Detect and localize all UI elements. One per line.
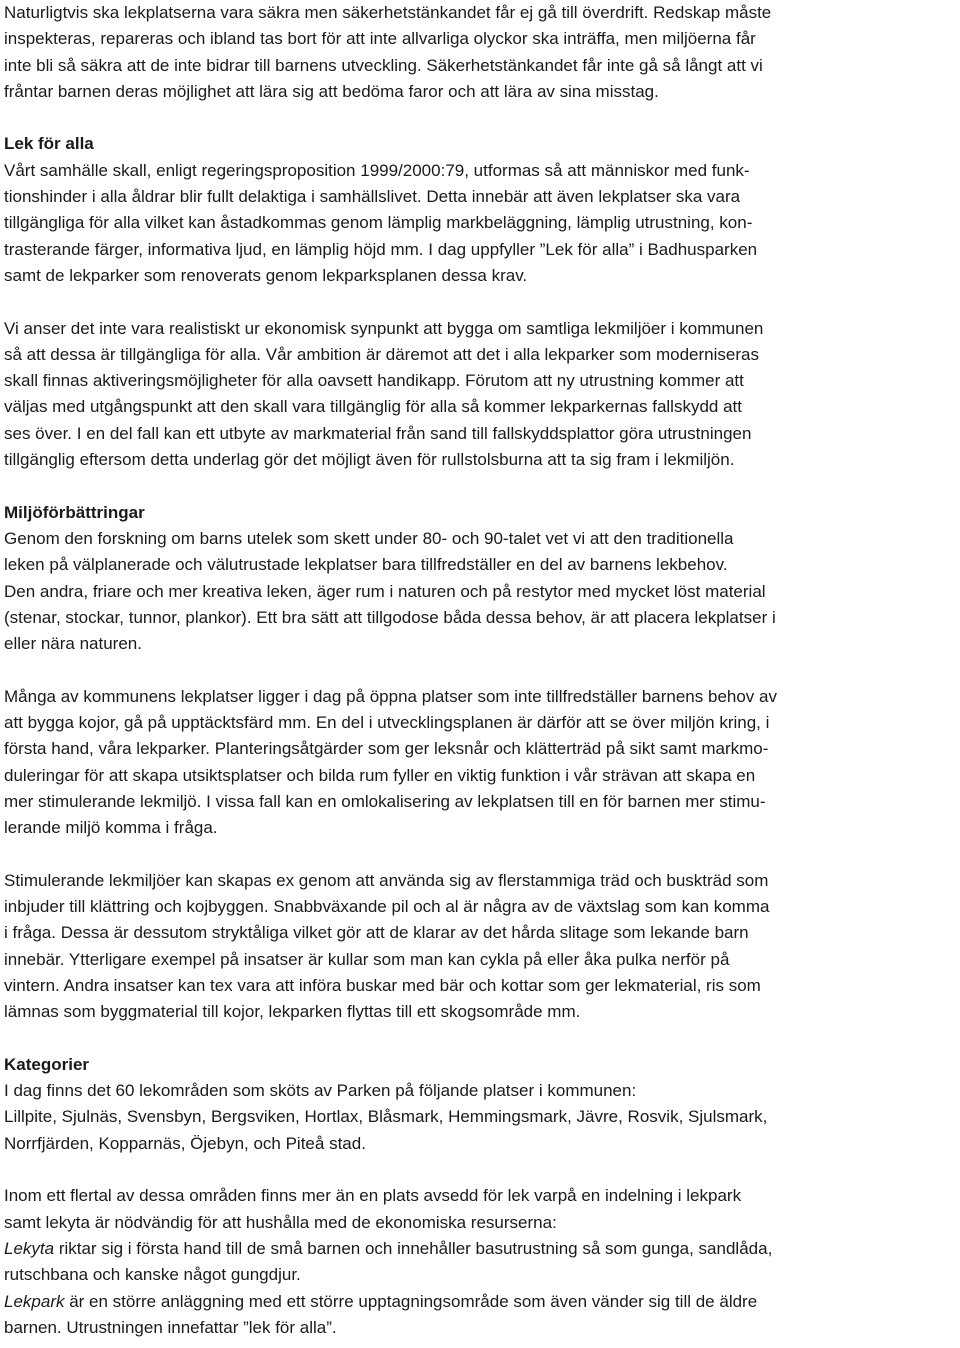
text-line: tillgängliga för alla vilket kan åstadkommas genom lämplig markbeläggning, lämplig utrustning, kon- <box>4 213 753 233</box>
kategorier-section <box>4 1052 956 1157</box>
text-line: rutschbana och kanske något gungdjur. <box>4 1265 301 1285</box>
miljoforbattringar-section <box>4 500 956 658</box>
text-line: inbjuder till klättring och kojbyggen. Snabbväxande pil och al är några av de växtslag som kan komma <box>4 897 770 917</box>
lekpark-text: är en större anläggning med ett större upptagningsområde som även vänder sig till de äldre <box>64 1291 758 1311</box>
text-line: lämnas som byggmaterial till kojor, lekparken flyttas till ett skogsområde mm. <box>4 1002 581 1022</box>
lekpark-definition <box>4 1289 956 1315</box>
text-line: ses över. I en del fall kan ett utbyte av markmaterial från sand till fallskyddsplattor göra utrustningen <box>4 423 752 443</box>
text-line: Genom den forskning om barns utelek som skett under 80- och 90-talet vet vi att den traditionella <box>4 528 734 548</box>
text-line: i fråga. Dessa är dessutom stryktåliga vilket gör att de klarar av det hårda slitage som lekande barn <box>4 923 749 943</box>
text-line: Stimulerande lekmiljöer kan skapas ex genom att använda sig av flerstammiga träd och buskträd som <box>4 870 769 890</box>
text-line: inte bli så säkra att de inte bidrar till barnens utveckling. Säkerhetstänkandet får inte gå så långt att vi <box>4 55 763 75</box>
section-heading-kategorier: Kategorier <box>4 1054 90 1074</box>
text-line: duleringar för att skapa utsiktsplatser och bilda rum fyller en viktig funktion i vår strävan att skapa en <box>4 765 756 785</box>
miljoforbattringar-paragraph-2 <box>4 684 956 842</box>
text-line: Många av kommunens lekplatser ligger i dag på öppna platser som inte tillfredställer barnens behov av <box>4 686 777 706</box>
text-line: mer stimulerande lekmiljö. I vissa fall kan en omlokalisering av lekplatsen till en för barnen mer stimu- <box>4 791 766 811</box>
text-line: att bygga kojor, gå på upptäcktsfärd mm. En del i utvecklingsplanen är därför att se över miljön kring, i <box>4 713 770 733</box>
text-line: Vi anser det inte vara realistiskt ur ekonomisk synpunkt att bygga om samtliga lekmiljöer i kommunen <box>4 318 764 338</box>
text-line: Vårt samhälle skall, enligt regeringsproposition 1999/2000:79, utformas så att människor med funk- <box>4 160 750 180</box>
text-line: Inom ett flertal av dessa områden finns mer än en plats avsedd för lek varpå en indelning i lekpark <box>4 1186 742 1206</box>
intro-paragraph <box>4 0 956 105</box>
text-line: vintern. Andra insatser kan tex vara att införa buskar med bär och kottar som ger lekmaterial, ris som <box>4 975 761 995</box>
text-line: inspekteras, repareras och ibland tas bort för att inte allvarliga olyckor ska inträffa, men miljöerna får <box>4 29 756 49</box>
document-page <box>4 0 956 1341</box>
text-line: leken på välplanerade och välutrustade lekplatser bara tillfredställer en del av barnens lekbehov. <box>4 555 728 575</box>
text-line: skall finnas aktiveringsmöjligheter för alla oavsett handikapp. Förutom att ny utrustning kommer att <box>4 371 744 391</box>
text-line: I dag finns det 60 lekområden som sköts av Parken på följande platser i kommunen: <box>4 1081 637 1101</box>
lek-for-alla-paragraph-2 <box>4 316 956 474</box>
lekpark-term: Lekpark <box>4 1291 65 1311</box>
text-line: innebär. Ytterligare exempel på insatser är kullar som man kan cykla på eller åka pulka nerför på <box>4 949 730 969</box>
text-line: första hand, våra lekparker. Planteringsåtgärder som ger leksnår och klätterträd på sikt samt markmo- <box>4 739 769 759</box>
section-heading-miljoforbattringar: Miljöförbättringar <box>4 502 145 522</box>
text-line: fråntar barnen deras möjlighet att lära sig att bedöma faror och att lära av sina misstag. <box>4 81 659 101</box>
miljoforbattringar-paragraph-3 <box>4 868 956 1026</box>
lekyta-definition <box>4 1236 956 1262</box>
lek-for-alla-section <box>4 131 956 289</box>
kategorier-paragraph-2 <box>4 1183 956 1341</box>
text-line: (stenar, stockar, tunnor, plankor). Ett bra sätt att tillgodose båda dessa behov, är att placera lekplatser i <box>4 607 776 627</box>
text-line: barnen. Utrustningen innefattar ”lek för alla”. <box>4 1317 337 1337</box>
lekyta-text: riktar sig i första hand till de små barnen och innehåller basutrustning så som gunga, sandlåda, <box>54 1238 773 1258</box>
text-line: Den andra, friare och mer kreativa leken, äger rum i naturen och på restytor med mycket löst material <box>4 581 766 601</box>
text-line: Lillpite, Sjulnäs, Svensbyn, Bergsviken, Hortlax, Blåsmark, Hemmingsmark, Jävre, Rosvik, Sjulsmark, <box>4 1107 768 1127</box>
text-line: Norrfjärden, Kopparnäs, Öjebyn, och Piteå stad. <box>4 1133 366 1153</box>
text-line: eller nära naturen. <box>4 634 142 654</box>
text-line: Naturligtvis ska lekplatserna vara säkra men säkerhetstänkandet får ej gå till överdrift. Redskap måste <box>4 3 772 22</box>
text-line: så att dessa är tillgängliga för alla. Vår ambition är däremot att det i alla lekparker som moderniseras <box>4 344 759 364</box>
lekyta-term: Lekyta <box>4 1238 55 1258</box>
text-line: tillgänglig eftersom detta underlag gör det möjligt även för rullstolsburna att ta sig fram i lekmiljön. <box>4 450 735 470</box>
text-line: tionshinder i alla åldrar blir fullt delaktiga i samhällslivet. Detta innebär att även lekplatser ska vara <box>4 187 741 207</box>
text-line: väljas med utgångspunkt att den skall vara tillgänglig för alla så kommer lekparkernas fallskydd att <box>4 397 742 417</box>
section-heading-lek-for-alla: Lek för alla <box>4 134 94 154</box>
text-line: samt de lekparker som renoverats genom lekparksplanen dessa krav. <box>4 265 528 285</box>
text-line: samt lekyta är nödvändig för att hushålla med de ekonomiska resurserna: <box>4 1212 557 1232</box>
text-line: trasterande färger, informativa ljud, en lämplig höjd mm. I dag uppfyller ”Lek för alla” i Badhusparken <box>4 239 758 259</box>
text-line: lerande miljö komma i fråga. <box>4 818 218 838</box>
